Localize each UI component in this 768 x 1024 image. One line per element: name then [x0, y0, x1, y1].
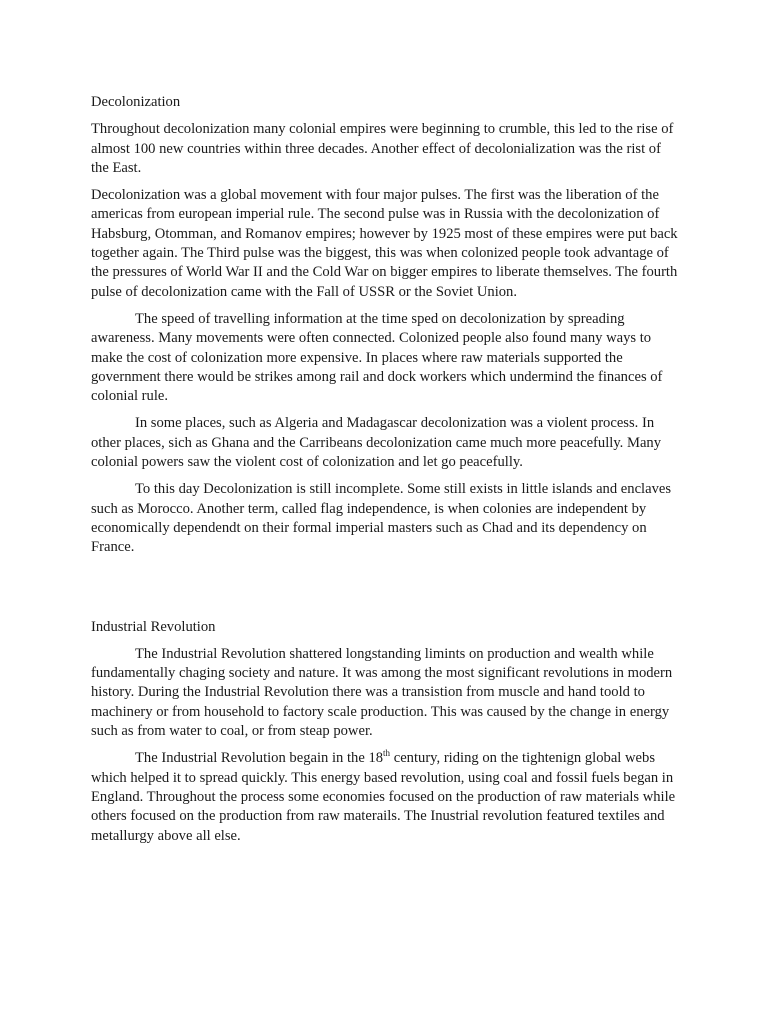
- paragraph: To this day Decolonization is still incomplete. Some still exists in little islands and enclaves such as Morocco. Another term, called flag independence, is when colonies are independent by economically dependendt on their formal imperial masters such as Chad and its dependency on France.: [91, 481, 672, 556]
- paragraph: The speed of travelling information at the time sped on decolonization by spreading awareness. Many movements were often connected. Colonized people also found many ways to make the cost of colonization more expensive. In places where raw materials supported the government there would be strikes among rail and dock workers which undermind the finances of colonial rule.: [91, 310, 663, 405]
- paragraph: Throughout decolonization many colonial empires were beginning to crumble, this led to the rise of almost 100 new countries within three decades. Another effect of decolonialization was the rist of the East.: [91, 121, 674, 176]
- paragraph: In some places, such as Algeria and Madagascar decolonization was a violent process. In other places, sich as Ghana and the Carribeans decolonization came much more peacefully. Many colonial powers saw the violent cost of colonization and let go peacefully.: [91, 415, 662, 471]
- paragraph: Decolonization was a global movement with four major pulses. The first was the liberation of the americas from european imperial rule. The second pulse was in Russia with the decolonization of Habsburg, Otomman, and Romanov empires; however by 1925 most of these empires were put back together again. The Third pulse was the biggest, this was when colonized people took advantage of the pressures of World War II and the Cold War on bigger empires to liberate themselves. The fourth pulse of decolonization came with the Fall of USSR or the Soviet Union.: [91, 187, 678, 300]
- paragraph: The Industrial Revolution shattered longstanding limints on production and wealth while fundamentally chaging society and nature. It was among the most significant revolutions in modern history. During the Industrial Revolution there was a transistion from muscle and hand toold to machinery or from household to factory scale production. This was caused by the change in energy such as from water to coal, or from steap power.: [91, 645, 673, 740]
- ordinal-superscript: th: [383, 748, 391, 759]
- paragraph: [91, 749, 680, 845]
- section-heading-industrial-revolution: Industrial Revolution: [91, 618, 216, 635]
- section-spacer: [91, 566, 680, 618]
- paragraph-text-end: century, riding on the tightenign global webs which helped it to spread quickly. This energy based revolution, using coal and fossil fuels began in England. Throughout the process some economies focused on the production of raw materials while others focused on the production from raw materails. The Inustrial revolution featured textiles and metallurgy above all else.: [91, 750, 676, 844]
- paragraph-text-start: The Industrial Revolution begain in the 18: [135, 750, 384, 767]
- section-heading-decolonization: Decolonization: [91, 94, 181, 110]
